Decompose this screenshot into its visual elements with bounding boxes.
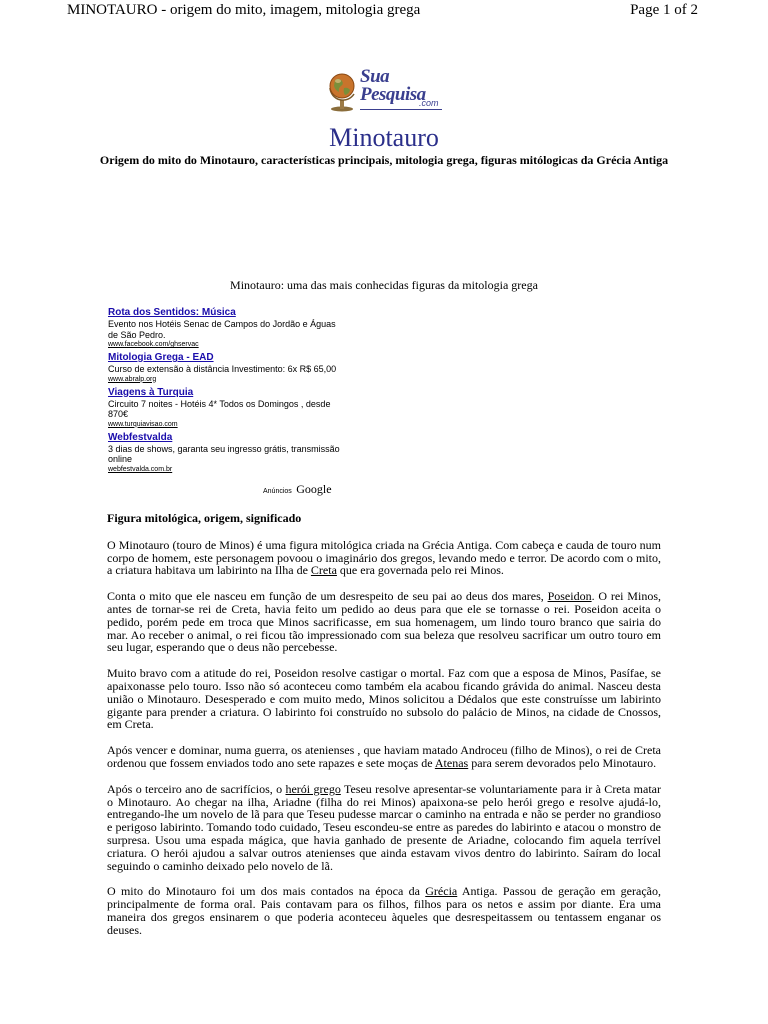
ad-url-link[interactable]: www.turquiavisao.com xyxy=(108,420,178,428)
link-heroi-grego[interactable]: herói grego xyxy=(285,781,341,796)
ad-description: Curso de extensão à distância Investimento: 6x R$ 65,00 xyxy=(108,364,337,374)
paragraph xyxy=(107,744,661,770)
paragraph-text: Conta o mito que ele nasceu em função de um desrespeito de seu pai ao deus dos mares, xyxy=(107,589,548,604)
ad-description: Circuito 7 noites - Hotéis 4* Todos os Domingos , desde 870€ xyxy=(108,398,331,419)
paragraph xyxy=(107,590,661,654)
link-atenas[interactable]: Atenas xyxy=(434,755,469,770)
print-header xyxy=(0,0,768,22)
google-brand: Google xyxy=(296,482,332,496)
paragraph-text: Muito bravo com a atitude do rei, Poseidon resolve castigar o mortal. Faz com que a esposa de Minos, Pasífae, se apaixonasse pelo touro. Isso não só aconteceu como também ela acabou ficando grávida do animal. Nasceu desta união o Minotauro. Desesperado e com muito medo, Minos solicitou a Dédalos que este construísse um labirinto gigante para prender a criatura. O labirinto foi construído no subsolo do palácio de Minos, na cidade de Cnossos, em Creta. xyxy=(107,666,661,732)
paragraph xyxy=(107,885,661,936)
ad-title-link[interactable]: Viagens à Turquia xyxy=(108,386,194,398)
ad-item[interactable] xyxy=(108,432,348,474)
paragraph-text: que era governada pelo rei Minos. xyxy=(336,563,504,578)
document-title: MINOTAURO - origem do mito, imagem, mitologia grega xyxy=(67,2,421,18)
ad-title-link[interactable]: Webfestvalda xyxy=(108,431,173,443)
paragraph-text: O Minotauro (touro de Minos) é uma figura mitológica criada na Grécia Antiga. Com cabeça e cauda de touro num corpo de homem, este personagem povoou o imaginário dos gregos, levando medo e terror. De acordo com o mito, a criatura habitava um labirinto na Ilha de xyxy=(107,537,661,578)
paragraph-text: Antiga. Passou de geração em geração, principalmente de forma oral. Pais contavam para os filhos, filhos para os netos e assim por diante. Era uma maneira dos gregos ensinarem o que poderia aconteceu àqueles que desrespeitassem ou tentassem enganar os deuses. xyxy=(107,884,661,937)
logo-text-line1: Sua xyxy=(360,66,390,87)
logo-text-line2: Pesquisa xyxy=(360,84,426,105)
paragraph-text: Teseu resolve apresentar-se voluntariamente para ir à Creta matar o Minotauro. Ao chegar na ilha, Ariadne (filha do rei Minos) apaixona-se pelo herói grego e resolve ajudá-lo, entregando-lhe um novelo de lã para que Teseu pudesse marcar o caminho na entrada e não se perder no grandioso e perigoso labirinto. Tomando todo cuidado, Teseu escondeu-se entre as paredes do labirinto e atacou o monstro de surpresa. Usou uma espada mágica, que havia ganhado de presente de Ariadne, colocando fim aquela terrível criatura. O herói ajudou a salvar outros atenienses que ainda estavam vivos dentro do labirinto. Saíram do local seguindo o caminho deixado pelo novelo de lã. xyxy=(107,781,661,873)
link-creta[interactable]: Creta xyxy=(310,563,337,578)
section-title: Figura mitológica, origem, significado xyxy=(107,511,302,525)
paragraph xyxy=(107,667,661,731)
paragraph-text: Após o terceiro ano de sacrifícios, o xyxy=(107,781,286,796)
ad-url-link[interactable]: www.abralp.org xyxy=(108,375,157,383)
article-body xyxy=(107,512,661,950)
ad-description: 3 dias de shows, garanta seu ingresso grátis, transmissão online xyxy=(108,443,340,464)
ad-title-link[interactable]: Mitologia Grega - EAD xyxy=(108,352,214,363)
paragraph-text: Após vencer e dominar, numa guerra, os atenienses , que haviam matado Androceu (filho de Minos), o rei de Creta ordenou que fossem enviados todo ano sete rapazes e sete moças de xyxy=(107,743,661,770)
page-subtitle: Origem do mito do Minotauro, características principais, mitologia grega, figuras mitólogicas da Grécia Antiga xyxy=(99,153,669,167)
paragraph xyxy=(107,539,661,577)
ad-url-link[interactable]: webfestvalda.com.br xyxy=(108,465,173,473)
ads-label: Anúncios xyxy=(263,488,292,495)
logo-underline xyxy=(360,109,442,110)
paragraph-text: para serem devorados pelo Minotauro. xyxy=(468,755,657,770)
page-indicator: Page 1 of 2 xyxy=(630,2,698,18)
ads-by-google-link[interactable] xyxy=(263,480,332,498)
paragraph-text: O mito do Minotauro foi um dos mais contados na época da xyxy=(107,884,426,899)
ad-description: Evento nos Hotéis Senac de Campos do Jordão e Águas de São Pedro. xyxy=(108,319,336,340)
ad-url-link[interactable]: www.facebook.com/ghservac xyxy=(108,341,199,348)
ad-item[interactable] xyxy=(108,307,348,349)
logo-text-suffix: .com xyxy=(419,98,439,108)
link-grecia[interactable]: Grécia xyxy=(425,884,458,899)
ads-block xyxy=(108,307,348,477)
ad-title-link[interactable]: Rota dos Sentidos: Música xyxy=(108,307,236,318)
globe-icon xyxy=(326,70,360,112)
image-caption: Minotauro: uma das mais conhecidas figuras da mitologia grega xyxy=(230,278,538,292)
page-title: Minotauro xyxy=(329,123,439,152)
link-poseidon[interactable]: Poseidon xyxy=(547,589,592,604)
ad-item[interactable] xyxy=(108,352,348,384)
paragraph xyxy=(107,783,661,873)
ad-item[interactable] xyxy=(108,387,348,429)
paragraph-text: . O rei Minos, antes de tornar-se rei de Creta, havia feito um pedido ao deus para que ele se tornasse o rei. Poseidon aceita o pedido, porém pede em troca que Minos sacrificasse, em sua homenagem, um lindo touro branco que sairia do mar. Ao receber o animal, o rei ficou tão impressionado com sua beleza que resolveu sacrificar um outro touro em seu lugar, esperando que o deus não percebesse. xyxy=(107,589,661,655)
site-logo[interactable] xyxy=(326,68,444,114)
